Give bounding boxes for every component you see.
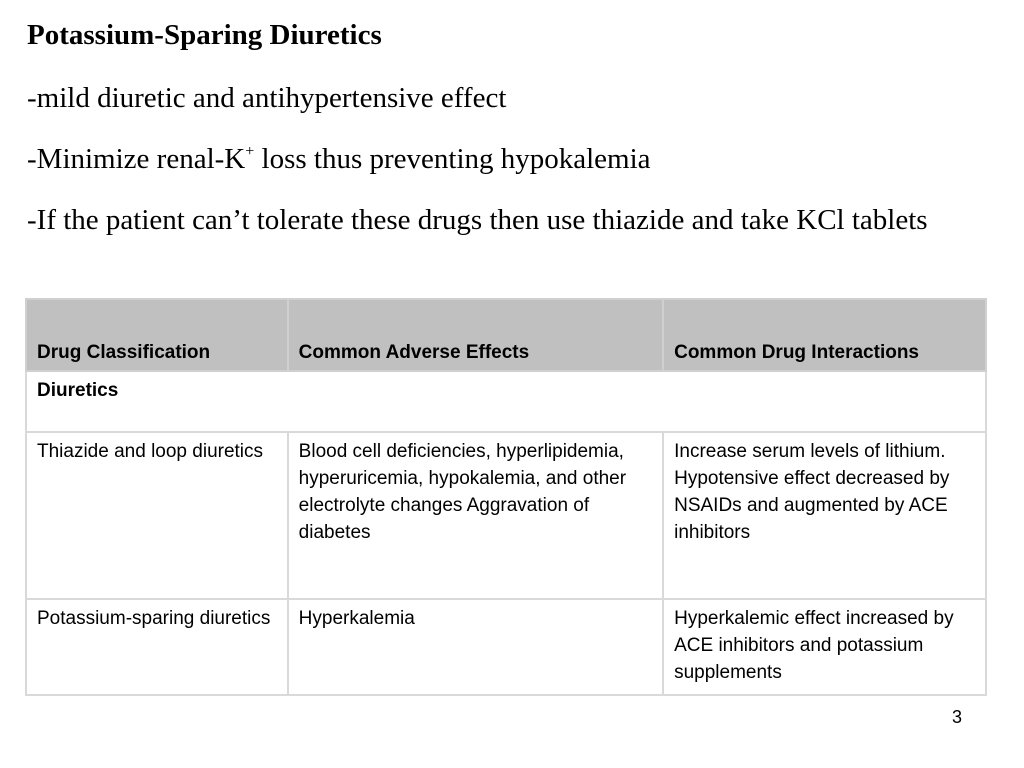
table-row (26, 432, 986, 599)
cell-classification: Potassium-sparing diuretics (26, 599, 288, 695)
k-plus-superscript: + (245, 143, 255, 160)
header-adverse-effects: Common Adverse Effects (288, 299, 663, 371)
table-header-row (26, 299, 986, 371)
cell-adverse-effects: Blood cell deficiencies, hyperlipidemia, hyperuricemia, hypokalemia, and other electrolyte changes Aggravation of diabetes (288, 432, 663, 599)
bullet-mild-effect: -mild diuretic and antihypertensive effect (27, 82, 507, 114)
header-drug-classification: Drug Classification (26, 299, 288, 371)
cell-classification: Thiazide and loop diuretics (26, 432, 288, 599)
bullet-text-after: loss thus preventing hypokalemia (254, 143, 651, 175)
slide-title: Potassium-Sparing Diuretics (27, 19, 382, 51)
cell-interactions: Increase serum levels of lithium. Hypotensive effect decreased by NSAIDs and augmented by ACE inhibitors (663, 432, 986, 599)
bullet-alternative-therapy: -If the patient can’t tolerate these drugs then use thiazide and take KCl tablets (27, 204, 928, 236)
table-row (26, 599, 986, 695)
bullet-minimize-k-loss (27, 139, 1002, 179)
header-drug-interactions: Common Drug Interactions (663, 299, 986, 371)
section-label-diuretics: Diuretics (26, 371, 986, 432)
drug-table (25, 298, 987, 696)
page-number: 3 (951, 707, 962, 727)
bullet-text-before: -Minimize renal-K (27, 143, 246, 175)
table-section-row (26, 371, 986, 432)
cell-adverse-effects: Hyperkalemia (288, 599, 663, 695)
cell-interactions: Hyperkalemic effect increased by ACE inhibitors and potassium supplements (663, 599, 986, 695)
